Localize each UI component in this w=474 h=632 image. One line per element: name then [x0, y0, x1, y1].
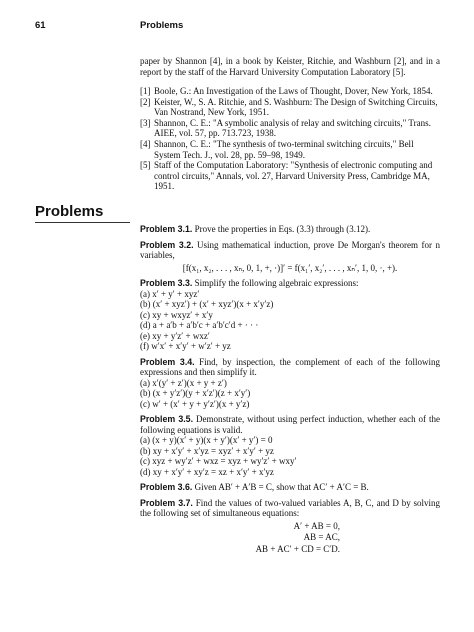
problem-body — [140, 240, 440, 261]
problem-3-7 — [140, 498, 440, 556]
reference-item — [140, 118, 440, 139]
running-head — [35, 20, 455, 36]
system-equation: A′ + AB = 0, — [293, 520, 340, 531]
problem-3-3 — [140, 278, 440, 352]
system-equation: AB = AC, — [303, 532, 340, 542]
reference-text: Boole, G.: An Investigation of the Laws of Thought, Dover, New York, 1854. — [154, 86, 433, 96]
display-equation: [f(x₁, x₂, . . . , xₙ, 0, 1, +, ·)]′ = f(x₁′, x₂′, . . . , xₙ′, 1, 0, ·, +). — [182, 262, 398, 273]
problem-body — [140, 414, 440, 435]
problem-3-1 — [140, 224, 440, 235]
problem-3-2 — [140, 240, 440, 274]
problem-label: Problem 3.3. — [140, 278, 193, 288]
problem-label: Problem 3.2. — [140, 239, 194, 250]
problem-3-4 — [140, 357, 440, 410]
problem-text: Find the values of two-valued variables A, B, C, and D by solving the following set of simultaneous equations: — [140, 497, 441, 518]
expression-item: (e) xy + y′z′ + wxz′ — [140, 330, 210, 341]
problem-body — [140, 482, 440, 493]
problem-text: Simplify the following algebraic expressions: — [194, 278, 359, 288]
problem-label: Problem 3.1. — [140, 224, 193, 234]
problem-3-6 — [140, 482, 440, 493]
reference-number: [3] — [140, 117, 151, 128]
intro-paragraph: paper by Shannon [4], in a book by Keister, Ritchie, and Washburn [2], and in a report by the staff of the Harvard University Computation Laboratory [5]. — [140, 56, 440, 77]
reference-item — [140, 160, 440, 192]
expression-item: (f) w′x′ + x′y′ + w′z′ + yz — [140, 341, 231, 351]
problem-body — [140, 224, 440, 235]
expression-item: (c) w′ + (x′ + y + y′z′)(x + y′z) — [140, 398, 250, 409]
equation-system — [140, 521, 440, 556]
reference-text: Keister, W., S. A. Ritchie, and S. Washburn: The Design of Switching Circuits, Van Nostrand, New York, 1951. — [154, 96, 438, 118]
problem-body — [140, 278, 440, 289]
reference-number: [1] — [140, 86, 151, 96]
expression-item: (a) x′ + y′ + xyz′ — [140, 288, 200, 299]
section-title: Problems — [35, 203, 104, 220]
reference-text: Shannon, C. E.: "A symbolic analysis of relay and switching circuits," Trans. AIEE, vol. 57, pp. 713.723, 1938. — [154, 117, 431, 139]
problem-text: Prove the properties in Eqs. (3.3) through (3.12). — [194, 224, 371, 234]
problem-body — [140, 498, 440, 519]
problem-text: Given AB′ + A′B = C, show that AC′ + A′C = B. — [194, 482, 369, 492]
problem-label: Problem 3.6. — [140, 482, 193, 492]
expression-item: (b) (x + y′z′)(y + x′z′)(z + x′y′) — [140, 388, 251, 398]
expression-item: (b) (x′ + xyz′) + (x′ + xyz′)(x + x′y′z) — [140, 299, 274, 309]
reference-number: [5] — [140, 160, 151, 171]
problem-label: Problem 3.4. — [140, 356, 195, 367]
problems-list — [140, 224, 440, 560]
reference-list — [140, 86, 440, 192]
page-number: 61 — [35, 20, 46, 31]
problem-label: Problem 3.5. — [140, 414, 194, 424]
problem-3-5 — [140, 414, 440, 477]
reference-text: Shannon, C. E.: "The synthesis of two-terminal switching circuits," Bell System Tech. J., vol. 28, pp. 59–98, 1949. — [154, 138, 414, 160]
reference-item — [140, 139, 440, 160]
reference-number: [4] — [140, 138, 151, 149]
reference-item — [140, 97, 440, 118]
problem-label: Problem 3.7. — [140, 497, 193, 508]
problem-text: Find, by inspection, the complement of each of the following expressions and then simplify it. — [140, 356, 440, 377]
problem-body — [140, 357, 440, 378]
problem-text: Using mathematical induction, prove De Morgan's theorem for n variables, — [140, 239, 440, 260]
equation-item: (d) xy + x′y′ + xy′z = xz + x′y′ + x′yz — [140, 466, 274, 477]
expression-item: (c) xy + wxyz′ + x′y — [140, 309, 213, 320]
problem-text: Demonstrate, without using perfect induction, whether each of the following equations is valid. — [140, 414, 440, 435]
expression-item: (a) x′(y′ + z′)(x + y + z′) — [140, 377, 227, 388]
reference-text: Staff of the Computation Laboratory: "Synthesis of electronic computing and control circuits," Annals, vol. 27, Harvard University Press, Cambridge MA, 1951. — [154, 160, 433, 192]
expression-item: (d) a + a′b + a′b′c + a′b′c′d + · · · — [140, 320, 259, 330]
equation-item: (a) (x + y)(x′ + y)(x + y′)(x′ + y′) = 0 — [140, 435, 273, 445]
equation-item: (b) xy + x′y′ + x′yz = xyz′ + x′y′ + yz — [140, 445, 274, 456]
reference-item — [140, 86, 440, 97]
reference-number: [2] — [140, 96, 151, 107]
equation-item: (c) xyz + wy′z′ + wxz = xyz + wy′z′ + wxy′ — [140, 456, 297, 466]
system-equation: AB + AC′ + CD = C′D. — [255, 543, 340, 554]
section-rule — [35, 222, 130, 223]
running-title: Problems — [140, 20, 184, 31]
